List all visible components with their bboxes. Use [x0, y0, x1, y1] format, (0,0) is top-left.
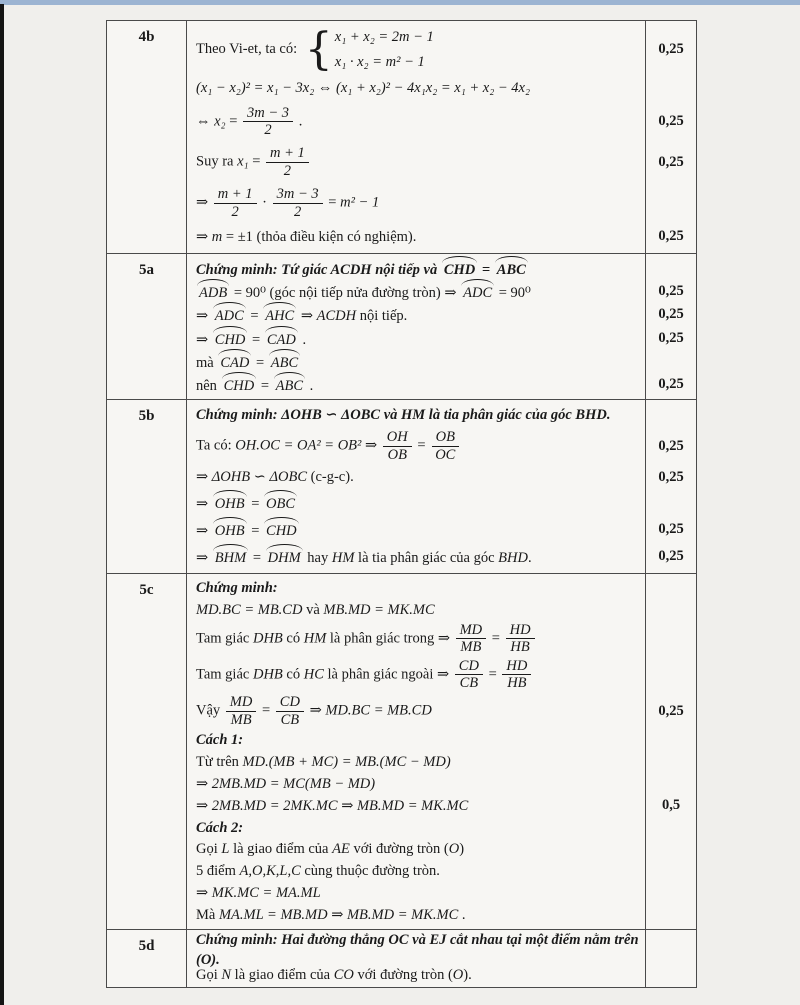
- arc-overline: CHD: [442, 257, 477, 280]
- fraction: $\frac{m + 1}{2}$: [266, 145, 309, 179]
- solution-step: [187, 773, 696, 795]
- solution-step: [187, 226, 696, 248]
- solution-step: [187, 104, 696, 140]
- solution-step: [187, 327, 696, 350]
- fraction: $\frac{m + 1}{2}$: [214, 186, 257, 220]
- arc-overline: OHB: [213, 491, 247, 514]
- solution-step: [187, 144, 696, 180]
- formula-line: Gọi L là giao điểm của AE với đường tròn (O): [196, 841, 465, 858]
- score-column-divider: [645, 400, 646, 573]
- solution-step: [187, 839, 696, 861]
- fraction: $\frac{HD}{HB}$: [506, 622, 535, 656]
- window-left-border: [0, 4, 4, 1005]
- formula-line: Tam giác DHB có HM là phân giác trong ⇒ $\frac{MD}{MB}$ = $\frac{HD}{HB}$: [187, 621, 646, 657]
- formula-line: 5 điểm A,O,K,L,C cùng thuộc đường tròn.: [196, 863, 440, 880]
- score-value: 0,25: [658, 306, 684, 323]
- solution-step: [187, 466, 696, 488]
- solution-step: [187, 882, 696, 904]
- table-row-5c: [107, 573, 696, 929]
- formula-line: ⇒ m = ±1 (thỏa điều kiện có nghiệm).: [196, 228, 417, 245]
- score-value: 0,25: [658, 375, 684, 392]
- row-content: [187, 400, 696, 573]
- solution-step: [187, 185, 696, 221]
- row-id: 5b: [107, 400, 187, 573]
- formula-line: ⇒ OHB = CHD: [187, 517, 646, 542]
- arc-overline: ADB: [197, 280, 229, 303]
- score-value: 0,25: [658, 283, 684, 300]
- fraction: $\frac{CD}{CB}$: [276, 694, 304, 728]
- arc-overline: CHD: [222, 373, 257, 396]
- score-value: 0,25: [658, 154, 684, 171]
- arc-overline: BHM: [213, 545, 248, 568]
- solution-step: [187, 621, 696, 657]
- row-id: 5a: [107, 254, 187, 399]
- row-content: [187, 254, 696, 399]
- arc-overline: CHD: [264, 518, 299, 541]
- table-row-5b: [107, 399, 696, 573]
- row-id: 4b: [107, 21, 187, 253]
- solution-step: [187, 490, 696, 515]
- solution-step: [187, 373, 696, 396]
- formula-line: ⇒ ΔOHB ∽ ΔOBC (c-g-c).: [196, 469, 354, 486]
- formula-line: nên CHD = ABC .: [187, 372, 646, 397]
- solution-step: [187, 933, 696, 966]
- solution-step: [187, 517, 696, 542]
- formula-line: ⇒ 2MB.MD = 2MK.MC ⇒ MB.MD = MK.MC: [196, 797, 469, 814]
- formula-line: ⇒ $\frac{m + 1}{2}$ · $\frac{3m - 3}{2}$ = m² − 1: [196, 186, 380, 220]
- brace-icon: {: [304, 23, 333, 75]
- table-row-5a: [107, 253, 696, 399]
- fraction: $\frac{MD}{MB}$: [456, 622, 487, 656]
- arc-overline: ADC: [461, 280, 494, 303]
- fraction: $\frac{3m - 3}{2}$: [243, 105, 293, 139]
- formula-line: ⇒ OHB = OBC: [187, 490, 646, 515]
- solution-step: [187, 966, 696, 984]
- solution-step: [187, 693, 696, 729]
- arc-overline: AHC: [263, 303, 296, 326]
- score-value: 0,5: [661, 797, 681, 814]
- arc-overline: CAD: [265, 327, 298, 350]
- formula-line: ⇒ CHD = CAD .: [187, 326, 646, 351]
- formula-line: Theo Vi-et, ta có: { x₁ + x₂ = 2m − 1 x₁ · x₂ = m² − 1: [196, 23, 434, 75]
- formula-line: Gọi N là giao điểm của CO với đường tròn (O).: [196, 967, 472, 984]
- score-value: 0,25: [658, 228, 684, 245]
- score-column-divider: [645, 254, 646, 399]
- solution-step: [187, 303, 696, 326]
- score-value: 0,25: [658, 437, 684, 454]
- formula-line: ⇒ BHM = DHM hay HM là tia phân giác của góc BHD.: [187, 544, 646, 569]
- score-value: 0,25: [658, 521, 684, 538]
- score-value: 0,25: [658, 468, 684, 485]
- formula-line: Chứng minh: Tứ giác ACDH nội tiếp và CHD = ABC: [187, 256, 646, 281]
- formula-line: ⇒ 2MB.MD = MC(MB − MD): [196, 775, 376, 792]
- solution-step: [187, 795, 696, 817]
- solution-step: [187, 257, 696, 280]
- arc-overline: OBC: [264, 491, 297, 514]
- formula-line: Chứng minh: ΔOHB ∽ ΔOBC và HM là tia phân giác của góc BHD.: [196, 406, 611, 423]
- arc-overline: ABC: [495, 257, 528, 280]
- solution-step: [187, 280, 696, 303]
- solution-step: [187, 599, 696, 621]
- score-column-divider: [645, 21, 646, 253]
- row-content: [187, 21, 696, 253]
- formula-line: (x₁ − x₂)² = x₁ − 3x₂ ⇔ (x₁ + x₂)² − 4x₁x₂ = x₁ + x₂ − 4x₂: [196, 80, 531, 97]
- solution-step: [187, 860, 696, 882]
- row-id: 5d: [107, 930, 187, 987]
- table-row-5d: [107, 929, 696, 987]
- row-content: [187, 574, 696, 929]
- score-value: 0,25: [658, 702, 684, 719]
- arc-overline: CHD: [213, 327, 248, 350]
- solution-step: [187, 77, 696, 99]
- solution-step: [187, 404, 696, 426]
- formula-line: Cách 1:: [196, 732, 244, 749]
- solution-step: [187, 544, 696, 569]
- formula-line: Cách 2:: [196, 819, 244, 836]
- formula-line: Ta có: OH.OC = OA² = OB² ⇒ $\frac{OH}{OB}$ = $\frac{OB}{OC}$: [187, 428, 646, 464]
- formula-line: Mà MA.ML = MB.MD ⇒ MB.MD = MK.MC .: [196, 907, 466, 924]
- formula-line: Vậy $\frac{MD}{MB}$ = $\frac{CD}{CB}$ ⇒ MD.BC = MB.CD: [196, 693, 432, 728]
- arc-overline: OHB: [213, 518, 247, 541]
- solution-step: [187, 350, 696, 373]
- equation-system: { x₁ + x₂ = 2m − 1 x₁ · x₂ = m² − 1: [304, 23, 434, 75]
- answer-key-table: [106, 20, 697, 988]
- solution-step: [187, 817, 696, 839]
- table-row-4b: [107, 21, 696, 253]
- formula-line: ⇒ ADC = AHC ⇒ ACDH nội tiếp.: [187, 302, 646, 327]
- fraction: $\frac{3m - 3}{2}$: [273, 186, 323, 220]
- formula-line: Chứng minh: Hai đường thẳng OC và EJ cắt nhau tại một điểm nằm trên (O).: [196, 931, 639, 968]
- score-column-divider: [645, 930, 646, 987]
- window-top-border: [0, 0, 800, 5]
- formula-line: MD.BC = MB.CD và MB.MD = MK.MC: [196, 601, 435, 618]
- solution-step: [187, 904, 696, 926]
- solution-step: [187, 657, 696, 693]
- solution-step: [187, 23, 696, 75]
- fraction: $\frac{HD}{HB}$: [502, 658, 531, 692]
- arc-overline: ABC: [274, 373, 305, 396]
- arc-overline: DHM: [266, 545, 303, 568]
- fraction: $\frac{OH}{OB}$: [383, 429, 412, 463]
- solution-step: [187, 577, 696, 599]
- arc-overline: ABC: [269, 350, 300, 373]
- formula-line: Từ trên MD.(MB + MC) = MB.(MC − MD): [196, 753, 451, 770]
- score-value: 0,25: [658, 329, 684, 346]
- arc-overline: ADC: [213, 303, 246, 326]
- arc-overline: CAD: [218, 350, 251, 373]
- fraction: $\frac{MD}{MB}$: [226, 694, 257, 728]
- formula-line: ⇔ x₂ = $\frac{3m - 3}{2}$ .: [196, 104, 303, 139]
- formula-line: Chứng minh:: [196, 579, 278, 596]
- row-content: [187, 930, 696, 987]
- score-value: 0,25: [658, 41, 684, 58]
- formula-line: ⇒ MK.MC = MA.ML: [196, 885, 321, 902]
- fraction: $\frac{OB}{OC}$: [431, 429, 459, 463]
- formula-line: Suy ra x₁ = $\frac{m + 1}{2}$: [187, 144, 646, 180]
- score-value: 0,25: [658, 548, 684, 564]
- solution-step: [187, 751, 696, 773]
- score-value: 0,25: [658, 113, 684, 130]
- formula-line: Tam giác DHB có HC là phân giác ngoài ⇒ $\frac{CD}{CB}$ = $\frac{HD}{HB}$: [187, 657, 646, 693]
- row-id: 5c: [107, 574, 187, 929]
- fraction: $\frac{CD}{CB}$: [455, 658, 483, 692]
- solution-step: [187, 729, 696, 751]
- formula-line: ADB = 90⁰ (góc nội tiếp nửa đường tròn) ⇒ ADC = 90⁰: [187, 279, 646, 304]
- formula-line: mà CAD = ABC: [187, 349, 646, 374]
- solution-step: [187, 428, 696, 464]
- score-column-divider: [645, 574, 646, 929]
